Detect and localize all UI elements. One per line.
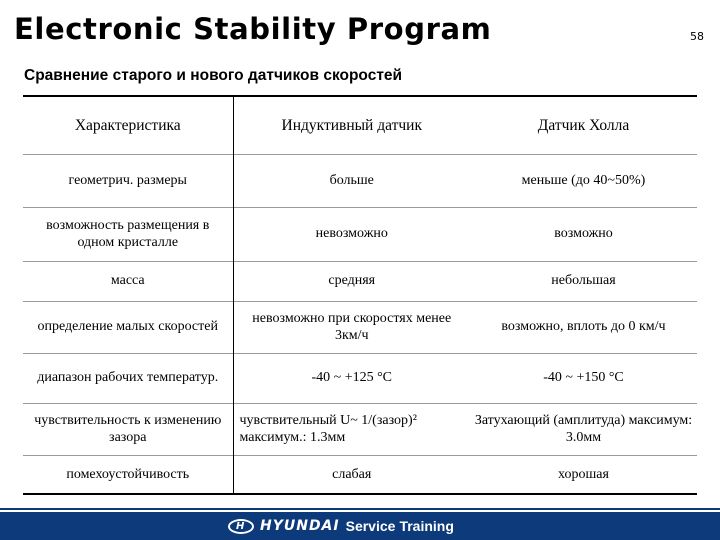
row-inductive-value: -40 ~ +125 °C: [233, 353, 470, 403]
column-header-hall-sensor: Датчик Холла: [537, 116, 630, 134]
row-inductive-value: невозможно: [233, 207, 470, 261]
row-hall-value: небольшая: [470, 261, 697, 301]
row-inductive-value: средняя: [233, 261, 470, 301]
column-header-characteristic: Характеристика: [23, 97, 233, 154]
row-hall-value: возможно, вплоть до 0 км/ч: [470, 301, 697, 353]
table-row: [23, 403, 697, 455]
row-hall-value: -40 ~ +150 °C: [470, 353, 697, 403]
row-inductive-value: невозможно при скоростях менее 3км/ч: [233, 301, 470, 353]
table-row: [23, 301, 697, 353]
slide-subtitle: Сравнение старого и нового датчиков скоростей: [24, 67, 403, 84]
hyundai-logo-icon: H: [228, 519, 254, 534]
training-label: Training: [399, 518, 454, 534]
hyundai-service-training-logo: [228, 517, 454, 535]
table-row: [23, 207, 697, 261]
row-characteristic: диапазон рабочих температур.: [23, 353, 233, 403]
table-row: [23, 353, 697, 403]
brand-name: HYUNDAI: [260, 518, 340, 534]
row-inductive-value: слабая: [233, 455, 470, 493]
page-title: Electronic Stability Program: [14, 12, 492, 46]
row-characteristic: чувствительность к изменению зазора: [23, 403, 233, 455]
row-hall-value: возможно: [470, 207, 697, 261]
row-hall-value: меньше (до 40~50%): [470, 154, 697, 207]
table-row: [23, 455, 697, 493]
row-characteristic: помехоустойчивость: [23, 455, 233, 493]
row-inductive-value: чувствительный U~ 1/(зазор)² максимум.: 1.3мм: [233, 403, 470, 455]
row-characteristic: определение малых скоростей: [23, 301, 233, 353]
service-label: Service: [345, 518, 396, 534]
row-characteristic: возможность размещения в одном кристалле: [23, 207, 233, 261]
table-row: [23, 261, 697, 301]
table-header-row: [23, 97, 697, 154]
comparison-table: [23, 97, 697, 493]
row-characteristic: геометрич. размеры: [23, 154, 233, 207]
row-characteristic: масса: [23, 261, 233, 301]
table-bottom-rule: [23, 493, 697, 495]
column-header-inductive-sensor: Индуктивный датчик: [281, 116, 422, 134]
table-row: [23, 154, 697, 207]
row-hall-value: Затухающий (амплитуда) максимум: 3.0мм: [470, 403, 697, 455]
row-hall-value: хорошая: [470, 455, 697, 493]
page-number: 58: [690, 30, 704, 43]
row-inductive-value: больше: [233, 154, 470, 207]
